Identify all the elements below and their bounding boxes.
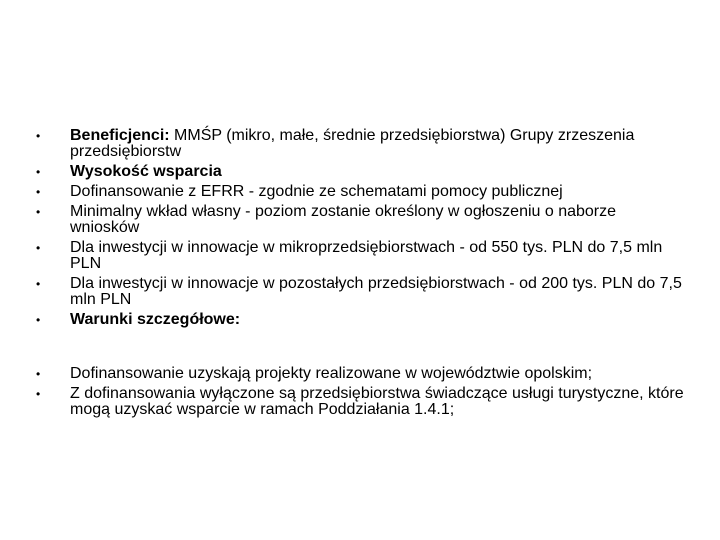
bullet-marker: • [36, 313, 41, 327]
bullet-wylaczenia [36, 386, 686, 418]
bullet-bold-text: Warunki szczegółowe: [70, 311, 241, 328]
bullet-marker: • [36, 165, 41, 179]
bullet-wysokosc-wsparcia [36, 164, 686, 180]
bullet-minimalny-wklad [36, 204, 686, 236]
bullet-mikroprzedsiebiorstwa [36, 240, 686, 272]
secondary-bullet-list [36, 366, 686, 422]
bullet-text: MMŚP (mikro, małe, średnie przedsiębiorstwa) Grupy zrzeszenia przedsiębiorstw [70, 127, 635, 160]
bullet-text: Minimalny wkład własny - poziom zostanie określony w ogłoszeniu o naborze wniosków [70, 203, 617, 236]
bullet-marker: • [36, 185, 41, 199]
bullet-warunki-szczegolowe [36, 312, 686, 328]
bullet-text: Z dofinansowania wyłączone są przedsiębiorstwa świadczące usługi turystyczne, które mogą uzyskać wsparcie w ramach Poddziałania 1.4.1; [70, 385, 684, 418]
bullet-text: Dla inwestycji w innowacje w pozostałych przedsiębiorstwach - od 200 tys. PLN do 7,5 mln PLN [70, 275, 682, 308]
bullet-dofinansowanie-efrr [36, 184, 686, 200]
bullet-marker: • [36, 205, 41, 219]
bullet-marker: • [36, 241, 41, 255]
bullet-marker: • [36, 129, 41, 143]
bullet-text: Dofinansowanie z EFRR - zgodnie ze schematami pomocy publicznej [70, 183, 563, 200]
bullet-pozostale-przedsiebiorstwa [36, 276, 686, 308]
bullet-marker: • [36, 367, 41, 381]
bullet-bold-text: Wysokość wsparcia [70, 163, 222, 180]
bullet-text: Dofinansowanie uzyskają projekty realizowane w województwie opolskim; [70, 365, 593, 382]
bullet-bold-text: Beneficjenci: [70, 127, 170, 144]
bullet-text: Dla inwestycji w innowacje w mikroprzedsiębiorstwach - od 550 tys. PLN do 7,5 mln PLN [70, 239, 663, 272]
bullet-wojewodztwo-opolskie [36, 366, 686, 382]
bullet-beneficjenci [36, 128, 686, 160]
bullet-marker: • [36, 277, 41, 291]
bullet-marker: • [36, 387, 41, 401]
main-bullet-list [36, 128, 686, 332]
